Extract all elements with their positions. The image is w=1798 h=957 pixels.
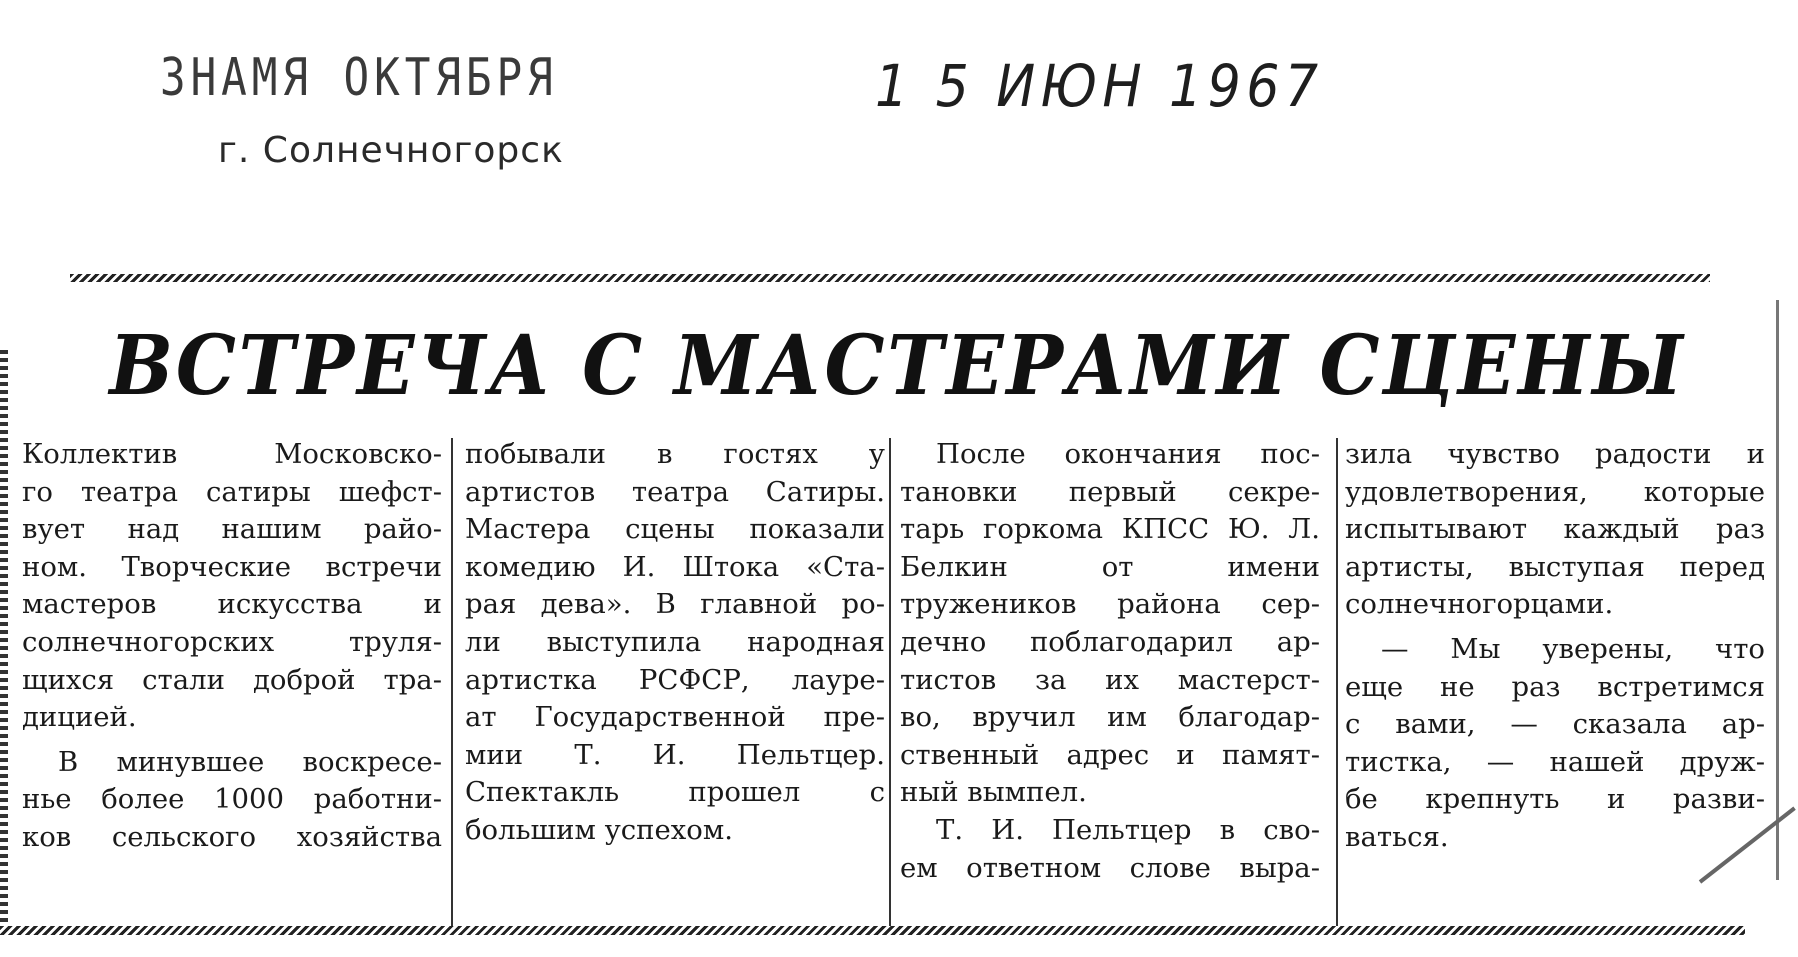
text-line: зила чувство радости и [1345, 438, 1765, 470]
column-divider [1336, 438, 1338, 928]
article-column-3 [900, 436, 1320, 948]
top-decorative-rule [70, 274, 1710, 282]
article-headline: ВСТРЕЧА С МАСТЕРАМИ СЦЕНЫ [109, 318, 1686, 414]
clipping-left-edge [0, 350, 8, 930]
text-line: большим успехом. [465, 813, 733, 846]
text-line: тарь горкома КПСС Ю. Л. [900, 513, 1320, 546]
text-line: удовлетворения, которые [1345, 475, 1765, 508]
text-line: нье более 1000 работни- [22, 783, 442, 816]
text-line: тружеников района сер- [900, 588, 1320, 621]
column-divider [451, 438, 453, 928]
text-line: тистов за их мастерст- [900, 663, 1320, 696]
newspaper-name-stamp: ЗНАМЯ ОКТЯБРЯ [160, 48, 558, 108]
text-line: комедию И. Штока «Ста- [465, 550, 885, 583]
text-line: артистов театра Сатиры. [465, 475, 885, 508]
text-line: солнечногорских труля- [22, 625, 442, 658]
text-line: В минувшее воскресе- [58, 745, 442, 778]
text-line: Коллектив Московско- [22, 438, 442, 470]
article-column-1 [22, 436, 442, 948]
text-line: го театра сатиры шефст- [22, 475, 442, 508]
article-column-2 [465, 436, 885, 948]
text-line: солнечногорцами. [1345, 588, 1614, 621]
text-line: артистка РСФСР, лауре- [465, 663, 885, 696]
paragraph-gap [1345, 624, 1765, 631]
text-line: тистка, — нашей друж- [1345, 745, 1765, 778]
text-line: ваться. [1345, 820, 1449, 853]
text-line: вует над нашим райо- [22, 513, 442, 546]
text-line: — Мы уверены, что [1381, 632, 1765, 665]
text-line: еще не раз встретимся [1345, 670, 1765, 703]
text-line: дечно поблагодарил ар- [900, 625, 1320, 658]
text-line: рая дева». В главной ро- [465, 588, 885, 621]
column-divider [889, 438, 891, 928]
text-line: бе крепнуть и разви- [1345, 783, 1765, 816]
paragraph-gap [22, 737, 442, 744]
text-line: Мастера сцены показали [465, 513, 885, 546]
text-line: Белкин от имени [900, 550, 1320, 583]
text-line: ственный адрес и памят- [900, 738, 1320, 771]
text-line: тановки первый секре- [900, 475, 1320, 508]
text-line: ков сельского хозяйства [22, 820, 442, 853]
text-line: Т. И. Пельтцер в сво- [936, 813, 1320, 846]
text-line: ный вымпел. [900, 776, 1087, 809]
text-line: мастеров искусства и [22, 588, 442, 621]
text-line: во, вручил им благодар- [900, 701, 1320, 734]
date-stamp: 1 5 ИЮН 1967 [875, 52, 1324, 120]
bottom-decorative-rule [0, 926, 1745, 935]
text-line: дицией. [22, 701, 137, 734]
article-column-4 [1345, 436, 1765, 948]
text-line: побывали в гостях у [465, 438, 885, 470]
text-line: ем ответном слове выра- [900, 851, 1320, 884]
text-line: с вами, — сказала ар- [1345, 708, 1765, 741]
clipping-right-edge [1776, 300, 1779, 880]
text-line: ном. Творческие встречи [22, 550, 442, 583]
text-line: ат Государственной пре- [465, 701, 885, 734]
text-line: После окончания пос- [936, 438, 1320, 470]
text-line: Спектакль прошел с [465, 776, 885, 809]
text-line: мии Т. И. Пельтцер. [465, 738, 885, 771]
newspaper-city-stamp: г. Солнечногорск [218, 130, 564, 171]
text-line: испытывают каждый раз [1345, 513, 1765, 546]
text-line: щихся стали доброй тра- [22, 663, 442, 696]
text-line: ли выступила народная [465, 625, 885, 658]
text-line: артисты, выступая перед [1345, 550, 1765, 583]
